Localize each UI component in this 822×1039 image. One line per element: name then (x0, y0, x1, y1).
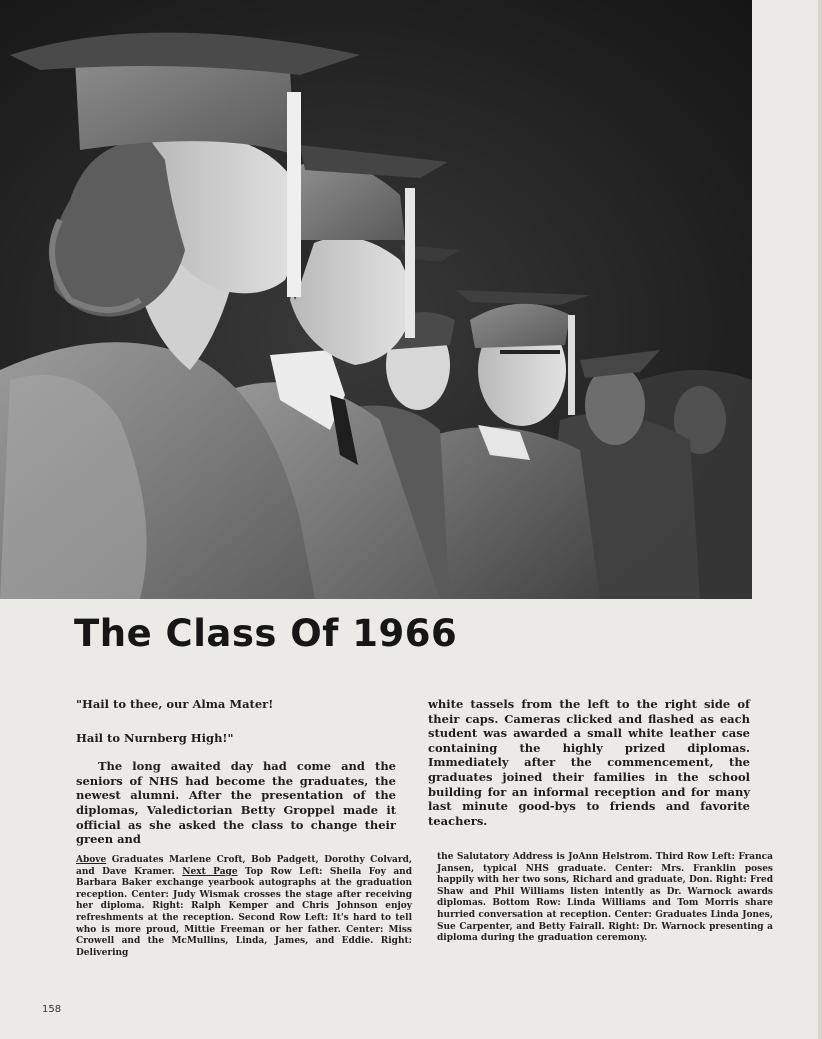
caption-lead-above: Above (76, 855, 107, 865)
caption-text-next-page: Top Row Left: Sheila Foy and Barbara Baker exchange yearbook autographs at the graduation reception. Center: Judy Wismak crosses the stage after receiving her diploma. Right: Ralph Kemper and Chris Johnson enjoy refreshments at the reception. Second Row Left: It's hard to tell who is more proud, Mittie Freeman or her father. Center: Miss Crowell and the McMullins, Linda, James, and Eddie. Right: Delivering (76, 866, 412, 958)
caption-text-above: Graduates Marlene Croft, Bob Padgett, Dorothy Colvard, and Dave Kramer. (76, 855, 412, 877)
page-edge (818, 0, 822, 1039)
photo-caption-left (76, 855, 412, 959)
school-song-quote-line-2: Hail to Nurnberg High!" (76, 730, 234, 745)
article-right-column (428, 697, 750, 828)
article-paragraph: The long awaited day had come and the seniors of NHS had become the graduates, the newest alumni. After the presentation of the diplomas, Valedictorian Betty Groppel made it official as she asked the class to change their green and (76, 759, 396, 847)
photo-caption-right: the Salutatory Address is JoAnn Helstrom. Third Row Left: Franca Jansen, typical NHS graduate. Center: Mrs. Franklin poses happily with her two sons, Richard and graduate, Don. Right: Fred Shaw and Phil Williams listen intently as Dr. Warnock awards diplomas. Bottom Row: Linda Williams and Tom Morris share hurried conversation at reception. Center: Graduates Linda Jones, Sue Carpenter, and Betty Fairall. Right: Dr. Warnock presenting a diploma during the graduation ceremony. (437, 852, 773, 944)
page-number: 158 (42, 1004, 62, 1015)
caption-lead-next-page: Next Page (182, 866, 238, 877)
page-title: The Class Of 1966 (74, 612, 458, 655)
article-left-column (76, 697, 396, 847)
article-paragraph-continued: white tassels from the left to the right side of their caps. Cameras clicked and flashed as each student was awarded a small white leather case containing the highly prized diplomas. Immediately after the commencement, the graduates joined their families in the school building for an informal reception and for many last minute good-bys to friends and favorite teachers. (428, 697, 750, 828)
school-song-quote-line-1: "Hail to thee, our Alma Mater! (76, 697, 274, 711)
